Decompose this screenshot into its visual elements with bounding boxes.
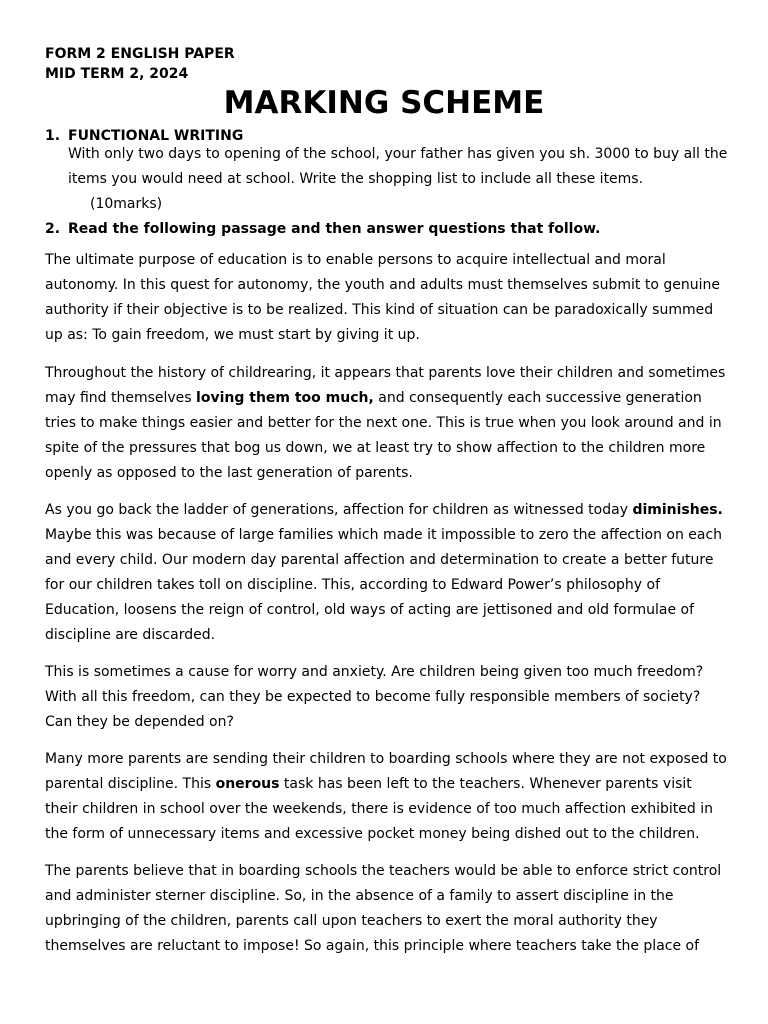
passage-paragraph-4: This is sometimes a cause for worry and anxiety. Are children being given too much freedom? With all this freedom, can they be expected to become fully responsible members of society? Can they be depended on?	[45, 664, 704, 730]
passage-paragraph-1: The ultimate purpose of education is to enable persons to acquire intellectual and moral autonomy. In this quest for autonomy, the youth and adults must themselves submit to genuine authority if their objective is to be realized. This kind of situation can be paradoxically summed up as: To gain freedom, we must start by giving it up.	[45, 252, 720, 343]
passage-text: and consequently each successive generation tries to make things easier and better for the next one. This is true when you look around and in spite of the pressures that bog us down, we at least try to show affection to the children more openly as opposed to the last generation of parents.	[45, 390, 722, 481]
question-2-number: 2.	[45, 221, 61, 237]
passage-paragraph-5	[45, 747, 727, 847]
passage-paragraph-3	[45, 498, 727, 648]
question-1-marks: (10marks)	[90, 196, 163, 212]
passage-text: As you go back the ladder of generations, affection for children as witnessed today	[45, 502, 633, 518]
passage-text: Maybe this was because of large families which made it impossible to zero the affection on each and every child. Our modern day parental affection and determination to create a better future for our children takes toll on discipline. This, according to Edward Power’s philosophy of Education, loosens the reign of control, old ways of acting are jettisoned and old formulae of discipline are discarded.	[45, 527, 723, 643]
passage-paragraph-6: The parents believe that in boarding schools the teachers would be able to enforce strict control and administer sterner discipline. So, in the absence of a family to assert discipline in the upbringing of the children, parents call upon teachers to exert the moral authority they themselves are reluctant to impose! So again, this principle where teachers take the place of	[45, 863, 722, 954]
passage-bold-word: diminishes.	[632, 502, 723, 518]
paper-term: MID TERM 2, 2024	[45, 66, 189, 82]
question-1-number: 1.	[45, 128, 61, 144]
passage-bold-phrase: loving them too much,	[196, 390, 374, 406]
page-title: MARKING SCHEME	[223, 85, 545, 121]
passage-text: Throughout the history of childrearing, it appears that parents love their children and sometimes may find themselves	[45, 365, 726, 406]
question-2-heading: Read the following passage and then answer questions that follow.	[68, 221, 601, 237]
passage-paragraph-2	[45, 361, 727, 486]
question-1-body: With only two days to opening of the school, your father has given you sh. 3000 to buy all the items you would need at school. Write the shopping list to include all these items.	[68, 146, 728, 187]
passage-text: task has been left to the teachers. Whenever parents visit their children in school over the weekends, there is evidence of too much affection exhibited in the form of unnecessary items and excessive pocket money being dished out to the children.	[45, 776, 713, 842]
paper-title: FORM 2 ENGLISH PAPER	[45, 46, 235, 62]
passage-bold-word: onerous	[215, 776, 280, 792]
question-1-heading: FUNCTIONAL WRITING	[68, 128, 244, 144]
passage-text: Many more parents are sending their children to boarding schools where they are not exposed to parental discipline. This	[45, 751, 727, 792]
